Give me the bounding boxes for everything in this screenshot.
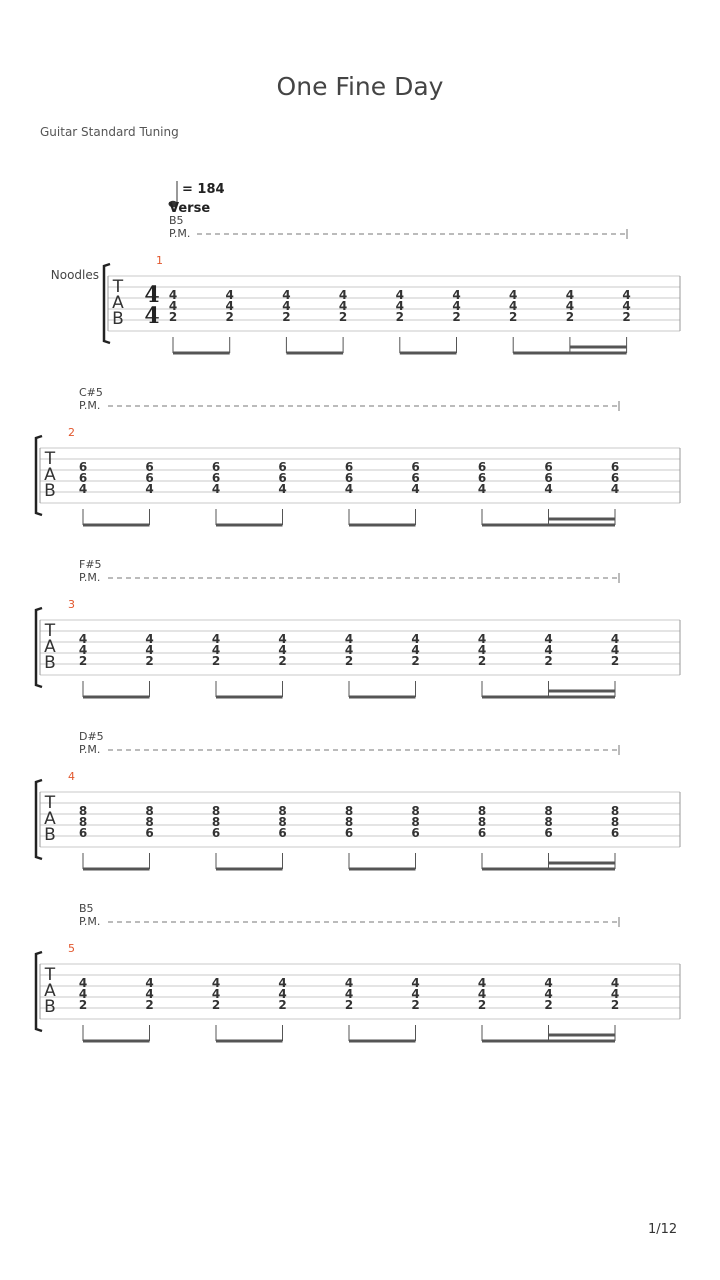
fret-number: 2 bbox=[278, 998, 287, 1012]
chord-name: C#5 bbox=[79, 386, 103, 399]
fret-number: 4 bbox=[278, 643, 287, 657]
fret-number: 4 bbox=[145, 976, 154, 990]
fret-number: 4 bbox=[565, 288, 575, 302]
fret-number: 4 bbox=[544, 643, 553, 657]
fret-number: 4 bbox=[477, 987, 487, 1001]
fret-number: 2 bbox=[610, 654, 620, 668]
fret-number: 6 bbox=[145, 826, 154, 840]
fret-number: 4 bbox=[282, 299, 291, 313]
fret-number: 4 bbox=[344, 482, 354, 496]
fret-number: 8 bbox=[145, 804, 154, 818]
tab-letter: T bbox=[44, 621, 56, 641]
chord-name: D#5 bbox=[79, 730, 104, 743]
palm-mute-label: P.M. bbox=[79, 399, 101, 412]
fret-number: 4 bbox=[610, 987, 620, 1001]
fret-number: 2 bbox=[78, 998, 88, 1012]
fret-number: 8 bbox=[278, 804, 287, 818]
fret-number: 4 bbox=[565, 299, 575, 313]
fret-number: 4 bbox=[211, 987, 221, 1001]
fret-number: 4 bbox=[411, 632, 420, 646]
fret-number: 4 bbox=[344, 987, 354, 1001]
palm-mute-label: P.M. bbox=[79, 915, 101, 928]
fret-number: 6 bbox=[145, 471, 154, 485]
fret-number: 4 bbox=[411, 643, 420, 657]
fret-number: 6 bbox=[610, 471, 620, 485]
fret-number: 4 bbox=[395, 288, 404, 302]
tab-letter: B bbox=[112, 309, 124, 329]
fret-number: 4 bbox=[452, 299, 461, 313]
fret-number: 6 bbox=[477, 460, 487, 474]
tab-letter: B bbox=[44, 653, 56, 673]
fret-number: 4 bbox=[78, 643, 88, 657]
fret-number: 6 bbox=[211, 826, 221, 840]
fret-number: 2 bbox=[145, 654, 154, 668]
fret-number: 6 bbox=[145, 460, 154, 474]
tuning-label: Guitar Standard Tuning bbox=[40, 125, 179, 139]
fret-number: 8 bbox=[411, 815, 420, 829]
fret-number: 4 bbox=[544, 482, 553, 496]
fret-number: 4 bbox=[145, 482, 154, 496]
fret-number: 2 bbox=[338, 310, 348, 324]
fret-number: 2 bbox=[278, 654, 287, 668]
fret-number: 6 bbox=[544, 471, 553, 485]
palm-mute-label: P.M. bbox=[169, 227, 191, 240]
fret-number: 6 bbox=[278, 471, 287, 485]
palm-mute-label: P.M. bbox=[79, 743, 101, 756]
fret-number: 4 bbox=[477, 482, 487, 496]
fret-number: 4 bbox=[225, 299, 234, 313]
fret-number: 8 bbox=[477, 815, 487, 829]
fret-number: 4 bbox=[78, 987, 88, 1001]
fret-number: 4 bbox=[544, 632, 553, 646]
fret-number: 4 bbox=[278, 482, 287, 496]
tab-letter: T bbox=[44, 793, 56, 813]
page-number: 1/12 bbox=[648, 1222, 678, 1237]
fret-number: 6 bbox=[411, 471, 420, 485]
tab-letter: B bbox=[44, 825, 56, 845]
fret-number: 4 bbox=[338, 299, 348, 313]
fret-number: 8 bbox=[278, 815, 287, 829]
section-label: Verse bbox=[169, 201, 211, 216]
fret-number: 4 bbox=[344, 632, 354, 646]
tab-letter: B bbox=[44, 997, 56, 1017]
fret-number: 6 bbox=[278, 826, 287, 840]
fret-number: 2 bbox=[344, 654, 354, 668]
fret-number: 4 bbox=[411, 482, 420, 496]
tab-letter: A bbox=[44, 809, 56, 829]
fret-number: 6 bbox=[78, 460, 88, 474]
fret-number: 6 bbox=[610, 460, 620, 474]
measure-number: 4 bbox=[68, 770, 75, 783]
tab-letter: T bbox=[112, 277, 124, 297]
fret-number: 2 bbox=[610, 998, 620, 1012]
chord-name: F#5 bbox=[79, 558, 102, 571]
fret-number: 8 bbox=[544, 804, 553, 818]
measure-number: 5 bbox=[68, 942, 75, 955]
time-signature-bottom: 4 bbox=[144, 303, 160, 329]
fret-number: 8 bbox=[610, 804, 620, 818]
fret-number: 2 bbox=[395, 310, 404, 324]
tab-letter: A bbox=[44, 981, 56, 1001]
tab-letter: A bbox=[44, 637, 56, 657]
measure-number: 3 bbox=[68, 598, 75, 611]
tab-letter: T bbox=[44, 965, 56, 985]
fret-number: 2 bbox=[544, 998, 553, 1012]
fret-number: 4 bbox=[477, 976, 487, 990]
fret-number: 4 bbox=[145, 643, 154, 657]
fret-number: 6 bbox=[278, 460, 287, 474]
chord-name: B5 bbox=[79, 902, 94, 915]
fret-number: 8 bbox=[344, 804, 354, 818]
fret-number: 6 bbox=[211, 460, 221, 474]
fret-number: 4 bbox=[211, 976, 221, 990]
fret-number: 4 bbox=[509, 288, 518, 302]
fret-number: 2 bbox=[411, 998, 420, 1012]
fret-number: 4 bbox=[544, 987, 553, 1001]
fret-number: 2 bbox=[477, 998, 487, 1012]
measure-number: 2 bbox=[68, 426, 75, 439]
fret-number: 6 bbox=[211, 471, 221, 485]
fret-number: 6 bbox=[411, 826, 420, 840]
fret-number: 4 bbox=[278, 987, 287, 1001]
fret-number: 6 bbox=[477, 826, 487, 840]
fret-number: 2 bbox=[78, 654, 88, 668]
fret-number: 4 bbox=[211, 643, 221, 657]
fret-number: 4 bbox=[622, 299, 631, 313]
fret-number: 4 bbox=[477, 643, 487, 657]
fret-number: 4 bbox=[145, 987, 154, 1001]
fret-number: 8 bbox=[211, 815, 221, 829]
fret-number: 2 bbox=[225, 310, 234, 324]
fret-number: 4 bbox=[225, 288, 234, 302]
fret-number: 4 bbox=[509, 299, 518, 313]
fret-number: 6 bbox=[610, 826, 620, 840]
fret-number: 2 bbox=[622, 310, 631, 324]
fret-number: 4 bbox=[278, 632, 287, 646]
fret-number: 2 bbox=[544, 654, 553, 668]
instrument-name: Noodles bbox=[50, 268, 99, 282]
fret-number: 2 bbox=[211, 998, 221, 1012]
fret-number: 8 bbox=[78, 804, 88, 818]
fret-number: 4 bbox=[282, 288, 291, 302]
fret-number: 6 bbox=[411, 460, 420, 474]
tab-letter: B bbox=[44, 481, 56, 501]
fret-number: 4 bbox=[610, 632, 620, 646]
fret-number: 6 bbox=[544, 826, 553, 840]
fret-number: 4 bbox=[338, 288, 348, 302]
fret-number: 8 bbox=[610, 815, 620, 829]
fret-number: 6 bbox=[344, 460, 354, 474]
fret-number: 2 bbox=[509, 310, 518, 324]
fret-number: 4 bbox=[610, 482, 620, 496]
fret-number: 6 bbox=[544, 460, 553, 474]
fret-number: 8 bbox=[344, 815, 354, 829]
fret-number: 2 bbox=[565, 310, 575, 324]
fret-number: 4 bbox=[211, 632, 221, 646]
fret-number: 6 bbox=[78, 826, 88, 840]
fret-number: 2 bbox=[145, 998, 154, 1012]
fret-number: 4 bbox=[610, 643, 620, 657]
fret-number: 4 bbox=[544, 976, 553, 990]
fret-number: 4 bbox=[452, 288, 461, 302]
fret-number: 8 bbox=[544, 815, 553, 829]
fret-number: 4 bbox=[145, 632, 154, 646]
fret-number: 4 bbox=[622, 288, 631, 302]
fret-number: 4 bbox=[395, 299, 404, 313]
fret-number: 8 bbox=[477, 804, 487, 818]
song-title: One Fine Day bbox=[276, 72, 444, 101]
fret-number: 8 bbox=[411, 804, 420, 818]
fret-number: 4 bbox=[78, 632, 88, 646]
fret-number: 8 bbox=[145, 815, 154, 829]
fret-number: 4 bbox=[78, 976, 88, 990]
fret-number: 6 bbox=[344, 471, 354, 485]
fret-number: 4 bbox=[411, 976, 420, 990]
fret-number: 4 bbox=[78, 482, 88, 496]
fret-number: 4 bbox=[278, 976, 287, 990]
palm-mute-label: P.M. bbox=[79, 571, 101, 584]
fret-number: 2 bbox=[211, 654, 221, 668]
fret-number: 2 bbox=[452, 310, 461, 324]
measure-number: 1 bbox=[156, 254, 163, 267]
fret-number: 4 bbox=[411, 987, 420, 1001]
fret-number: 4 bbox=[168, 299, 178, 313]
fret-number: 6 bbox=[78, 471, 88, 485]
time-signature-top: 4 bbox=[144, 282, 160, 308]
tab-letter: A bbox=[112, 293, 124, 313]
tab-letter: A bbox=[44, 465, 56, 485]
fret-number: 6 bbox=[344, 826, 354, 840]
fret-number: 2 bbox=[168, 310, 178, 324]
fret-number: 2 bbox=[411, 654, 420, 668]
fret-number: 8 bbox=[211, 804, 221, 818]
fret-number: 2 bbox=[477, 654, 487, 668]
fret-number: 2 bbox=[344, 998, 354, 1012]
fret-number: 4 bbox=[168, 288, 178, 302]
fret-number: 4 bbox=[211, 482, 221, 496]
fret-number: 6 bbox=[477, 471, 487, 485]
chord-name: B5 bbox=[169, 214, 184, 227]
tempo-marking: = 184 bbox=[182, 182, 225, 197]
fret-number: 2 bbox=[282, 310, 291, 324]
tab-letter: T bbox=[44, 449, 56, 469]
fret-number: 8 bbox=[78, 815, 88, 829]
fret-number: 4 bbox=[610, 976, 620, 990]
fret-number: 4 bbox=[344, 976, 354, 990]
fret-number: 4 bbox=[477, 632, 487, 646]
fret-number: 4 bbox=[344, 643, 354, 657]
